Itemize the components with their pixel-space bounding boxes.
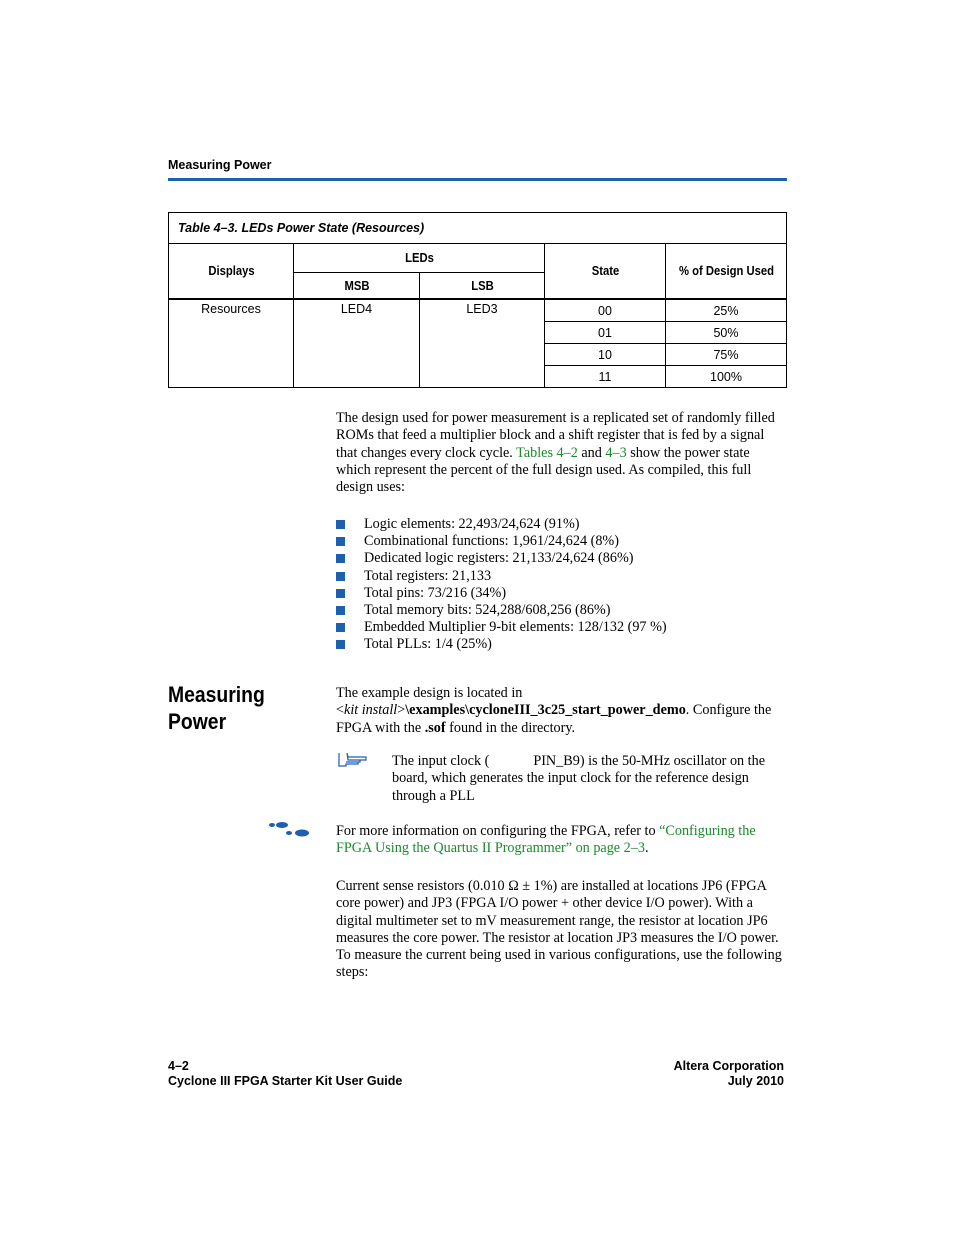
cell-percent: 100%	[666, 366, 787, 388]
guide-title: Cyclone III FPGA Starter Kit User Guide	[168, 1074, 403, 1088]
resource-usage-list	[336, 516, 667, 654]
running-head: Measuring Power	[168, 158, 272, 172]
company-name: Altera Corporation	[673, 1059, 784, 1073]
example-location-paragraph	[336, 685, 786, 737]
section-heading-line: Power	[168, 709, 227, 734]
list-item	[336, 602, 667, 619]
header-displays: Displays	[175, 244, 288, 300]
square-bullet-icon	[336, 640, 345, 649]
paragraph-text: >	[397, 702, 406, 719]
footer-left	[168, 1059, 402, 1089]
square-bullet-icon	[336, 623, 345, 632]
header-lsb: LSB	[426, 273, 539, 300]
list-item-text: Logic elements: 22,493/24,624 (91%)	[364, 516, 580, 532]
paragraph-text: and	[577, 444, 606, 461]
list-item-text: Total pins: 73/216 (34%)	[364, 584, 507, 601]
paragraph-text: The design used for power measurement is a replicated set of randomly filled ROMs that feed a multiplier block and a shift register that is fed by a signal that changes every clock cycle.	[336, 410, 775, 461]
cell-display: Resources	[169, 299, 294, 388]
list-item	[336, 516, 667, 533]
square-bullet-icon	[336, 554, 345, 563]
header-msb: MSB	[300, 273, 413, 300]
footprints-icon	[268, 820, 312, 840]
cell-percent: 50%	[666, 322, 787, 344]
cell-msb: LED4	[294, 299, 420, 388]
table-caption: Table 4–3. LEDs Power State (Resources)	[169, 213, 787, 244]
footer-right	[674, 1059, 784, 1089]
note-text-part: The input clock (	[392, 753, 490, 769]
header-percent-used: % of Design Used	[672, 244, 781, 300]
section-heading-line: Measuring	[168, 682, 265, 707]
list-item-text: Embedded Multiplier 9-bit elements: 128/132 (97 %)	[364, 619, 667, 636]
paragraph-text: show the power state which represent the percent of the full design used. As compiled, this full design uses:	[336, 444, 752, 496]
square-bullet-icon	[336, 520, 345, 529]
paragraph-text: <	[336, 702, 345, 719]
list-item	[336, 585, 667, 602]
list-item-text: Total PLLs: 1/4 (25%)	[364, 636, 492, 653]
paragraph-text: The example design is located in	[336, 685, 523, 701]
cell-lsb: LED3	[420, 299, 545, 388]
cell-state: 11	[545, 366, 666, 388]
note-text-part: PIN_B9) is the 50-MHz oscillator on the board, which generates the input clock for the reference design through a PLL	[392, 753, 766, 804]
tables-4-2-link[interactable]: Tables 4–2	[516, 444, 578, 461]
publication-date: July 2010	[727, 1074, 784, 1088]
leds-power-state-table	[168, 212, 787, 388]
table-4-3-link[interactable]: 4–3	[605, 444, 627, 461]
square-bullet-icon	[336, 572, 345, 581]
paragraph-text: For more information on configuring the FPGA, refer to	[336, 823, 660, 839]
list-item	[336, 636, 667, 653]
table-row	[169, 299, 787, 322]
list-item-text: Dedicated logic registers: 21,133/24,624 (86%)	[364, 550, 634, 567]
square-bullet-icon	[336, 537, 345, 546]
header-leds: LEDs	[306, 244, 532, 273]
list-item-text: Total memory bits: 524,288/608,256 (86%)	[364, 602, 611, 619]
square-bullet-icon	[336, 606, 345, 615]
page-number: 4–2	[168, 1059, 189, 1073]
kit-install-placeholder: kit install	[344, 702, 398, 719]
example-path: \examples\cycloneIII_3c25_start_power_demo	[405, 702, 686, 719]
list-item-text: Total registers: 21,133	[364, 567, 492, 584]
list-item-text: Combinational functions: 1,961/24,624 (8%)	[364, 533, 619, 550]
section-heading	[168, 681, 265, 735]
header-state: State	[551, 244, 660, 300]
header-rule	[168, 178, 787, 181]
pointing-hand-icon	[336, 750, 368, 770]
cell-percent: 75%	[666, 344, 787, 366]
square-bullet-icon	[336, 589, 345, 598]
list-item	[336, 533, 667, 550]
paragraph-text: .	[644, 840, 649, 857]
cell-percent: 25%	[666, 299, 787, 322]
configuring-fpga-link[interactable]: “Configuring the FPGA Using the Quartus II Programmer” on page 2–3	[336, 823, 756, 857]
paragraph-text: found in the directory.	[445, 719, 576, 736]
cell-state: 00	[545, 299, 666, 322]
note-text	[392, 753, 784, 805]
design-description-paragraph	[336, 410, 786, 496]
list-item	[336, 568, 667, 585]
current-sense-paragraph: Current sense resistors (0.010 Ω ± 1%) are installed at locations JP6 (FPGA core power) and JP3 (FPGA I/O power + other device I/O power). With a digital multimeter set to mV measurement range, the resistor at location JP6 measures the core power. The resistor at location JP3 measures the I/O power. To measure the current being used in various configurations, use the following steps:	[336, 878, 782, 981]
sof-file-name: .sof	[424, 719, 446, 736]
list-item	[336, 550, 667, 567]
cell-state: 10	[545, 344, 666, 366]
more-info-paragraph	[336, 823, 786, 858]
cell-state: 01	[545, 322, 666, 344]
paragraph-text: . Configure the FPGA with the	[336, 702, 772, 736]
list-item	[336, 619, 667, 636]
